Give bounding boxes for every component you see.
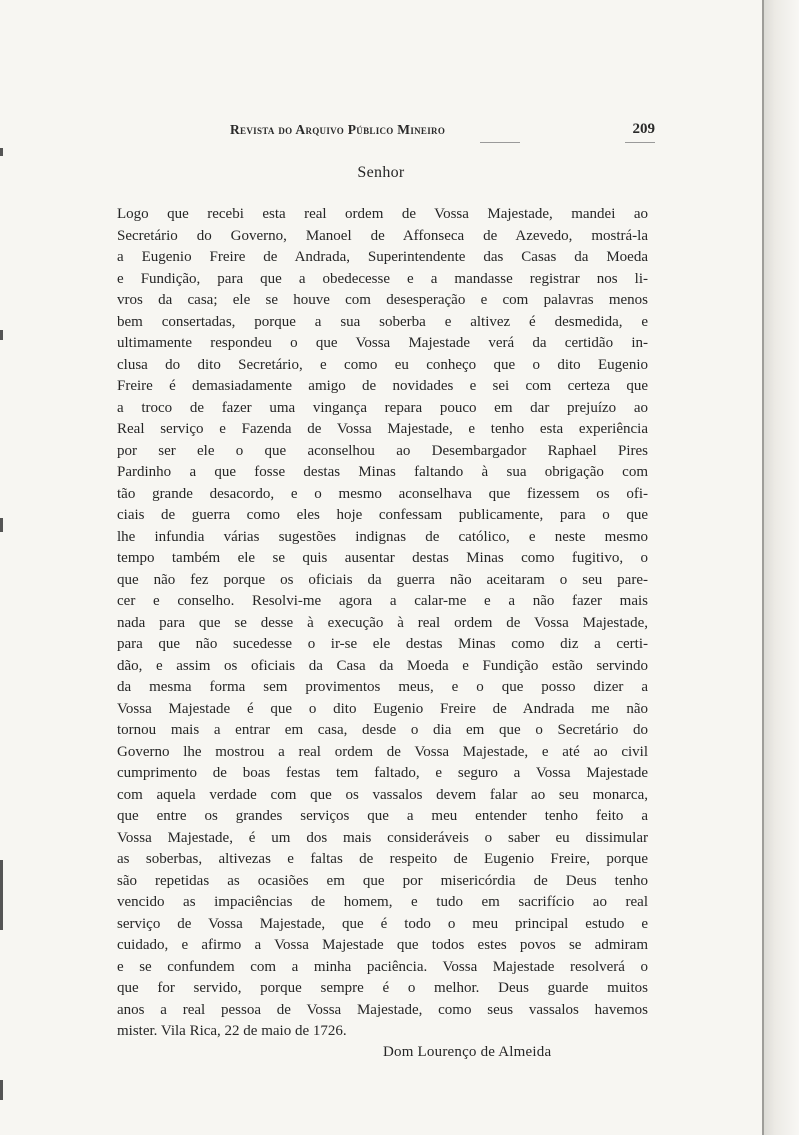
text-line: a troco de fazer uma vingança repara pouco em dar prejuízo ao bbox=[117, 399, 648, 416]
text-line: que for servido, porque sempre é o melhor. Deus guarde muitos bbox=[117, 980, 648, 996]
text-line: por ser ele o que aconselhou ao Desembargador Raphael Pires bbox=[117, 442, 648, 459]
text-line: cuidado, e afirmo a Vossa Majestade que todos estes povos se admiram bbox=[117, 937, 648, 953]
text-line: vencido as impaciências de homem, e tudo em sacrifício ao real bbox=[117, 894, 648, 910]
text-line: Logo que recebi esta real ordem de Vossa Majestade, mandei ao bbox=[117, 206, 648, 222]
text-line: que entre os grandes serviços que a meu entender tenho feito a bbox=[117, 808, 648, 824]
salutation: Senhor bbox=[357, 164, 405, 181]
text-line: para que não sucedesse o ir-se ele destas Minas como diz a certi- bbox=[117, 636, 648, 652]
text-line: dão, e assim os oficiais da Casa da Moeda e Fundição estão servindo bbox=[117, 657, 648, 674]
header-rule bbox=[625, 142, 655, 143]
signature: Dom Lourenço de Almeida bbox=[383, 1044, 552, 1060]
text-line: com aquela verdade com que os vassalos devem falar ao seu monarca, bbox=[117, 786, 648, 803]
text-line: são repetidas as ocasiões em que por misericórdia de Deus tenho bbox=[117, 872, 648, 889]
text-line: ciais de guerra como eles hoje confessam publicamente, para o que bbox=[117, 507, 648, 523]
text-line: e Fundição, para que a obedecesse e a mandasse registrar nos li- bbox=[117, 270, 648, 287]
text-line: lhe infundia várias sugestões indignas de católico, e neste mesmo bbox=[117, 528, 648, 545]
text-line: tornou mais a entrar em casa, desde o dia em que o Secretário do bbox=[117, 722, 648, 738]
text-line: tempo também ele se quis ausentar destas Minas como fugitivo, o bbox=[117, 550, 648, 566]
text-line: serviço de Vossa Majestade, que é todo o meu principal estudo e bbox=[117, 915, 648, 932]
page-number: 209 bbox=[632, 121, 655, 137]
text-line: e se confundem com a minha paciência. Vossa Majestade resolverá o bbox=[117, 958, 648, 975]
text-line: anos a real pessoa de Vossa Majestade, como seus vassalos havemos bbox=[117, 1001, 648, 1018]
text-line: Vossa Majestade é que o dito Eugenio Freire de Andrada me não bbox=[117, 700, 648, 717]
text-line: Pardinho a que fosse destas Minas faltando à sua obrigação com bbox=[117, 464, 648, 480]
header-rule bbox=[480, 142, 520, 143]
text-line: que não fez porque os oficiais da guerra não aceitaram o seu pare- bbox=[117, 571, 648, 588]
text-line: cumprimento de boas festas tem faltado, e seguro a Vossa Majestade bbox=[117, 765, 648, 781]
text-line: clusa do dito Secretário, e como eu conheço que o dito Eugenio bbox=[117, 356, 648, 373]
letter-body bbox=[117, 204, 648, 1043]
text-line: Real serviço e Fazenda de Vossa Majestade, e tenho esta experiência bbox=[117, 421, 648, 437]
text-line: ultimamente respondeu o que Vossa Majestade verá da certidão in- bbox=[117, 335, 648, 351]
text-line: nada para que se desse à execução à real ordem de Vossa Majestade, bbox=[117, 614, 648, 631]
text-line: mister. Vila Rica, 22 de maio de 1726. bbox=[117, 1023, 347, 1039]
text-line: cer e conselho. Resolvi-me agora a calar-me e a não fazer mais bbox=[117, 593, 648, 609]
page-header bbox=[230, 122, 655, 144]
text-line: Freire é demasiadamente amigo de novidades e sei com certeza que bbox=[117, 378, 648, 394]
page-edge-shadow bbox=[762, 0, 799, 1135]
text-line: Vossa Majestade, é um dos mais consideráveis o saber eu dissimular bbox=[117, 829, 648, 846]
text-line: vros da casa; ele se houve com desesperação e com palavras menos bbox=[117, 292, 648, 308]
running-title: Revista do Arquivo Público Mineiro bbox=[230, 122, 446, 137]
text-line: da mesma forma sem provimentos meus, e o que posso dizer a bbox=[117, 679, 648, 695]
text-line: as soberbas, altivezas e faltas de respeito de Eugenio Freire, porque bbox=[117, 851, 648, 867]
text-line: bem consertadas, porque a sua soberba e altivez é desmedida, e bbox=[117, 313, 648, 330]
text-line: Governo lhe mostrou a real ordem de Vossa Majestade, e até ao civil bbox=[117, 743, 648, 760]
text-line: Secretário do Governo, Manoel de Affonseca de Azevedo, mostrá-la bbox=[117, 227, 648, 244]
text-line: tão grande desacordo, e o mesmo aconselhava que fizessem os ofi- bbox=[117, 485, 648, 502]
text-line: a Eugenio Freire de Andrada, Superintendente das Casas da Moeda bbox=[117, 249, 648, 265]
